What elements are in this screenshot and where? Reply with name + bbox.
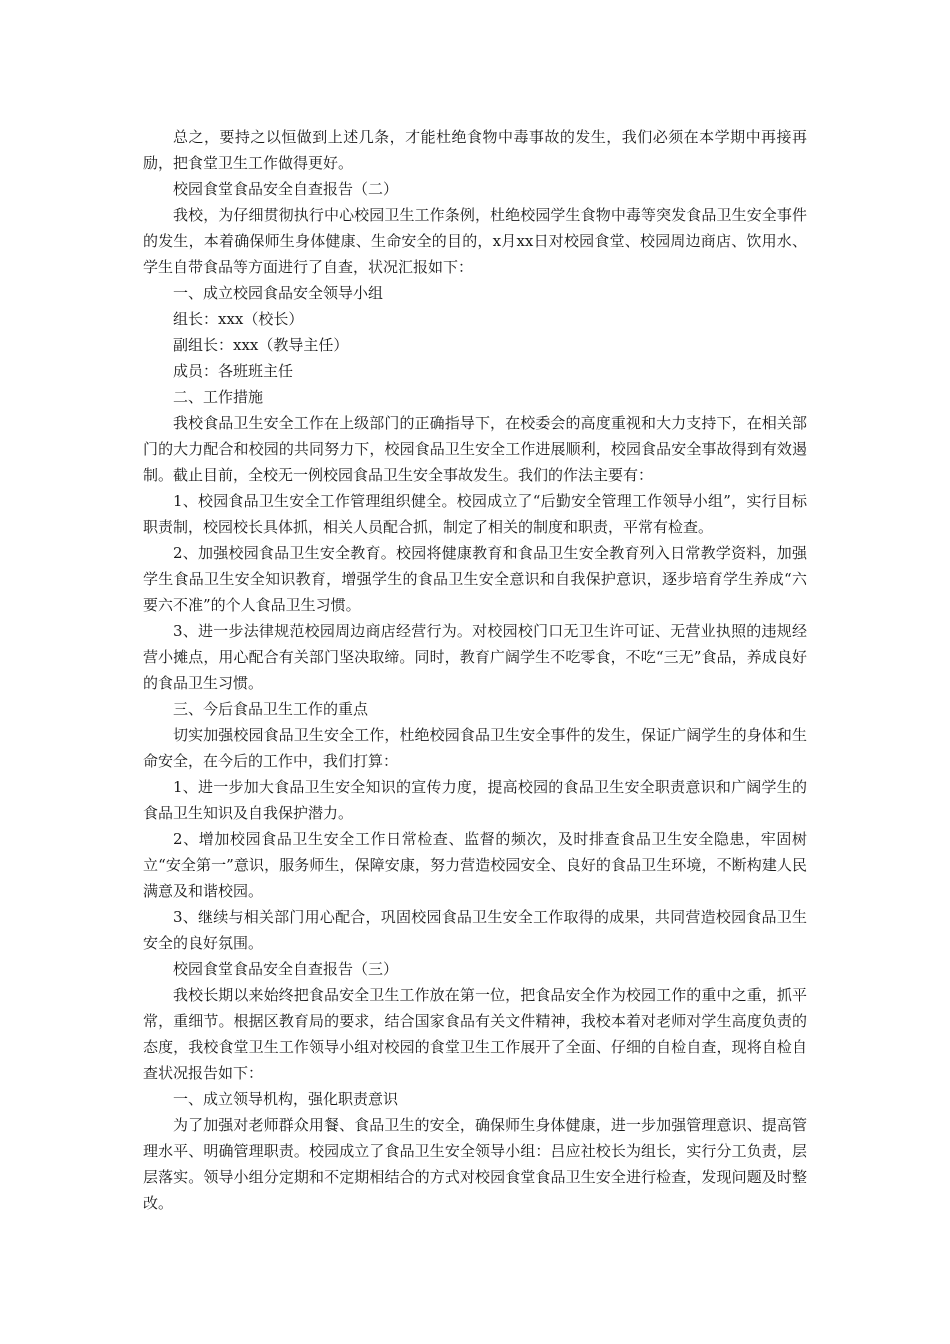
document-page xyxy=(143,124,807,1216)
paragraph-intro-3: 我校长期以来始终把食品安全卫生工作放在第一位，把食品安全作为校园工作的重中之重，抓平常，重细节。根据区教育局的要求，结合国家食品有关文件精神，我校本着对老师对学生高度负责的态度，我校食堂卫生工作领导小组对校园的食堂卫生工作展开了全面、仔细的自检自查，现将自检自查状况报告如下： xyxy=(143,986,807,1082)
paragraph-measures-intro: 我校食品卫生安全工作在上级部门的正确指导下，在校委会的高度重视和大力支持下，在相关部门的大力配合和校园的共同努力下，校园食品卫生安全工作进展顺利，校园食品安全事故得到有效遏制。截止目前，全校无一例校园食品卫生安全事故发生。我们的作法主要有： xyxy=(143,414,807,484)
section-heading-measures: 二、工作措施 xyxy=(173,388,264,406)
paragraph-future-intro: 切实加强校园食品卫生安全工作，杜绝校园食品卫生安全事件的发生，保证广阔学生的身体和生命安全，在今后的工作中，我们打算： xyxy=(143,726,807,770)
paragraph-closing-summary: 总之，要持之以恒做到上述几条，才能杜绝食物中毒事故的发生，我们必须在本学期中再接再励，把食堂卫生工作做得更好。 xyxy=(143,128,807,172)
paragraph-intro-2: 我校，为仔细贯彻执行中心校园卫生工作条例，杜绝校园学生食物中毒等突发食品卫生安全事件的发生，本着确保师生身体健康、生命安全的目的，x月xx日对校园食堂、校园周边商店、饮用水、学生自带食品等方面进行了自查，状况汇报如下： xyxy=(143,206,807,276)
paragraph-deputy-leader: 副组长：xxx（教导主任） xyxy=(173,336,349,354)
paragraph-plan-2: 2、增加校园食品卫生安全工作日常检查、监督的频次，及时排查食品卫生安全隐患，牢固树立“安全第一”意识，服务师生，保障安康，努力营造校园安全、良好的食品卫生环境，不断构建人民满意及和谐校园。 xyxy=(143,830,807,900)
section-heading-leadership-body: 一、成立领导机构，强化职责意识 xyxy=(173,1090,399,1108)
paragraph-plan-1: 1、进一步加大食品卫生安全知识的宣传力度，提高校园的食品卫生安全职责意识和广阔学生的食品卫生知识及自我保护潜力。 xyxy=(143,778,807,822)
paragraph-measure-1: 1、校园食品卫生安全工作管理组织健全。校园成立了“后勤安全管理工作领导小组”，实行目标职责制，校园校长具体抓，相关人员配合抓，制定了相关的制度和职责，平常有检查。 xyxy=(143,492,807,536)
section-heading-future-focus: 三、今后食品卫生工作的重点 xyxy=(173,700,369,718)
paragraph-leadership-body: 为了加强对老师群众用餐、食品卫生的安全，确保师生身体健康，进一步加强管理意识、提高管理水平、明确管理职责。校园成立了食品卫生安全领导小组：吕应社校长为组长，实行分工负责，层层落实。领导小组分定期和不定期相结合的方式对校园食堂食品卫生安全进行检查，发现问题及时整改。 xyxy=(143,1116,807,1212)
paragraph-members: 成员：各班班主任 xyxy=(173,362,294,380)
paragraph-measure-2: 2、加强校园食品卫生安全教育。校园将健康教育和食品卫生安全教育列入日常教学资料，加强学生食品卫生安全知识教育，增强学生的食品卫生安全意识和自我保护意识，逐步培育学生养成“六要六不准”的个人食品卫生习惯。 xyxy=(143,544,807,614)
paragraph-measure-3: 3、进一步法律规范校园周边商店经营行为。对校园校门口无卫生许可证、无营业执照的违规经营小摊点，用心配合有关部门坚决取缔。同时，教育广阔学生不吃零食，不吃“三无”食品，养成良好的食品卫生习惯。 xyxy=(143,622,807,692)
paragraph-plan-3: 3、继续与相关部门用心配合，巩固校园食品卫生安全工作取得的成果，共同营造校园食品卫生安全的良好氛围。 xyxy=(143,908,807,952)
section-heading-leadership-group: 一、成立校园食品安全领导小组 xyxy=(173,284,384,302)
paragraph-group-leader: 组长：xxx（校长） xyxy=(173,310,304,328)
report-title-2: 校园食堂食品安全自查报告（二） xyxy=(173,180,399,198)
report-title-3: 校园食堂食品安全自查报告（三） xyxy=(173,960,399,978)
